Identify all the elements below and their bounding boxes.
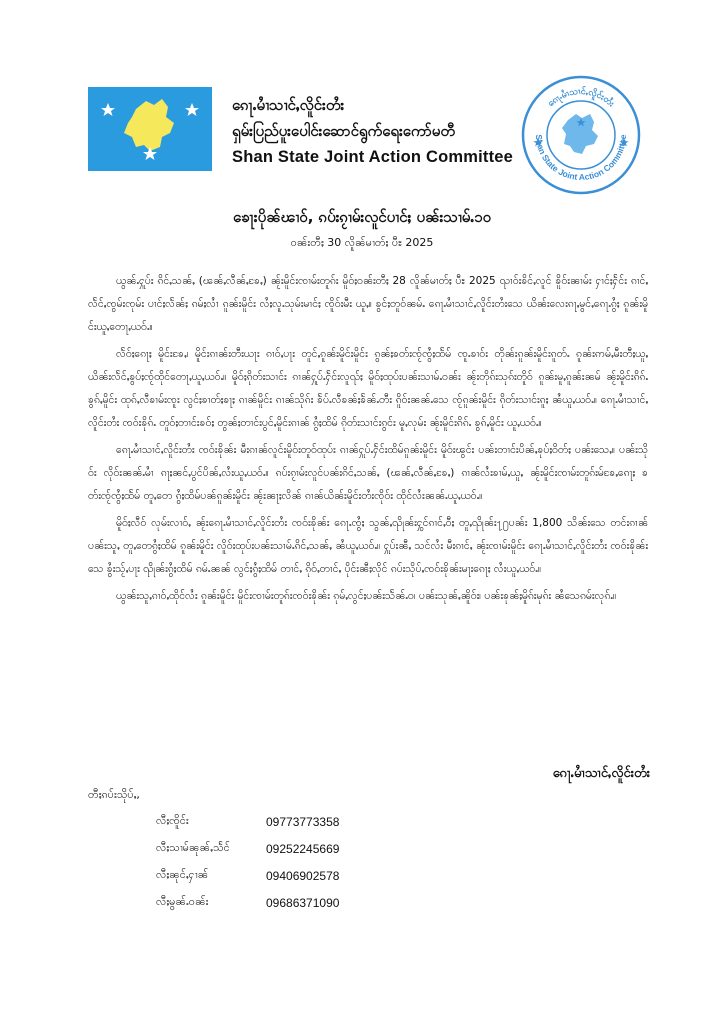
signature: ၵေႃႉမၢႆသၢင်ႇလိူင်းတႆး (552, 766, 650, 781)
contact-row (156, 889, 339, 916)
contact-row (156, 808, 339, 835)
statement-date: ဝၼ်းတီႈ 30 လိူၼ်မၢတ်ႈ ပီႊ 2025 (290, 236, 434, 249)
contact-phone: 09773773358 (266, 814, 340, 829)
paragraph: ယွၼ်ႉႁူပ်း ၵိင်ႇသၼ်ႇ (ၽၼ်ႇလီၼ်ႇၶႄႇ) ၼႂ်းမိူင်းၸၢမ်းတူၵ်း မိူဝ်ႈဝၼ်းတီႈ 28 လိူၼ်မၢတ်ႈ ပီႊ 2025 ၺၢဝ်းၶိင်ႇလူင် ၶိူဝ်းၼၢမ်း ႁၢင်ႈႁႅင်း ၵၢင်ႇလႅင်ႇၸွမ်းၸုမ်း ပၢင်ႈလႅၼ်ႈ ၵမ်ႈလၢႆ ၵူၼ်းမိူင်း လႆႈလူႉသုမ်းမၢင်ႈ ၸိူဝ်းမီး ယူႇ။ ၶွင်ႈတူဝ်ၼမ်ႉ ၵေႃႉမၢႆသၢင်ႇလိူင်းတႆးသေ ယိၼ်းလေးၵႃႇမွင်ႇၵေႃႉၵွႆႈ ၵူၼ်းမိူင်းယူႇတေႃႇယဝ်ႉ။ (88, 275, 648, 333)
paragraph: ယွၼ်းသူႇၵၢဝ်ႇထိုင်လႆး ၵူၼ်းမိူင်း မိူင်းၸၢမ်းတူၵ်းၸဝ်းၶိုၼ်း ၵုမ်ႇလွင်ႈပၼ်းသႅၼ်ႉ၀၊ ပၼ်းသုၼ်ႇၼိူဝ်း၊ ပၼ်းၶုၼ်ႈမိူၵ်းမုၵ်း ၼႆသေၵမ်းလုၵ်ႉ။ (116, 590, 617, 602)
contact-phone: 09252245669 (266, 841, 340, 856)
committee-seal-logo (520, 74, 642, 196)
contact-name: လီႈမွၼ်ႉဝၼ်း (156, 894, 209, 908)
org-name-burmese: ရှမ်းပြည်ပူးပေါင်းဆောင်ရွက်ရေးကော်မတီ (232, 122, 455, 140)
seal-top-text: ၵေႃႉမၢႆသၢင်ႇလိူင်းတႆး (546, 86, 616, 110)
organization-title (232, 92, 532, 170)
paragraph: ၵေႃႉမၢႆသၢင်ႇလိူင်းတႆး ၸဝ်းၶိုၼ်း မီးၵၢၼ်လူင်းမိူဝ်းတူဝ်ထုပ်း ၵၢၼ်ႁူပ်ႉႁႅင်းထိမ်ၵူၼ်းမိူင်း မိူဝ်းၽွင်း ပၼ်းတၢင်းပိၼ်ႇၶုပ်ႈဝိတ်ႈ ပၼ်းသေႇ။ ပၼ်းသိုဝ်း လိုဝ်းၼၼ်ႉမၢႆ ၵႃႈၼင်ႇပွင်ပိၼ်ႇလႆးယူႇယဝ်ႉ။ ၵပ်းၵႂၢမ်းလူင်ပၼ်းၵိင်ႇသၼ်ႇ (ၽၼ်ႇလီၼ်ႇၶႄႇ) ၵၢၼ်လႆးၶၢမ်ႇယူႇ ၼႂ်းမိူင်းၸၢမ်းတူၵ်းမ်ၶႄႇၵေႃႈ ၶတ်းၸႂ်ၸွႆႈထႅမ် တူႇတေ ၵွႆႈထိမ်ပၼ်ၵူၼ်းမိူင်း ၼႂ်းၼႃႈလိၼ် ၵၢၼ်ယိၼ်းမိူင်းတႆးၸိုဝ်း ထိုင်လႆးၼၼ်ႉယူႇယဝ်ႉ။ (88, 444, 648, 502)
contact-name: လီႈၼုင်ႇႁၢၼ် (156, 867, 209, 881)
statement-body (88, 270, 648, 612)
contact-label: တီႈၵပ်းသိုပ်ႇ, (88, 788, 140, 801)
contact-row (156, 862, 339, 889)
org-name-english: Shan State Joint Action Committee (232, 148, 514, 166)
contact-phone: 09406902578 (266, 868, 340, 883)
contact-row (156, 835, 339, 862)
shan-state-flag (88, 87, 212, 171)
contact-name: လီႈသၢမ်ၼုၼ်ႇသႅင် (156, 840, 230, 854)
seal-bottom-text: Shan State Joint Action Committee (533, 134, 629, 183)
svg-text:ၵေႃႉမၢႆသၢင်ႇလိူင်းတႆး (546, 86, 617, 111)
contact-phone: 09686371090 (266, 895, 340, 910)
contact-name: လီႈၸိူင်း (156, 813, 189, 827)
org-name-shan: ၵေႃႉမၢႆသၢင်ႇလိူင်းတႆး (232, 96, 345, 114)
paragraph: မိူဝ်ႈလီဝ် လုမ်းလၢဝ်ႇ ၼႂ်းၵေႃႉမၢႆသၢင်ႇလိူင်းတႆး ၸဝ်းၶိုၼ်း ၵေႃႉၸွႆႈ သွၼ်ႇၺိုၼ်းႁွင်ၵၢင်ႇဝီႈ တူႇၺိုၼ်း႑႐ပၼ်း 1,800 သိၼ်းသေ တင်းၵၢၼ်ပၼ်းသူႇ တူႇတေၵွႆႈထိမ် ၵူၼ်းမိူင်း လိူဝ်းထုပ်းပၼ်းသၢမ်ႉၵိင်ႇသၼ်ႇ ၼႆယူႇယဝ်ႉ။ ႁူပ်းၼီႇ သင်လႆး မီးၵၢင်ႇ ၼႂ်းၸၢမ်းမိူင်း ၵေႃႉမၢႆသၢင်ႇလိူင်းတႆး ၸဝ်းၶိုၼ်းသေ ၶွႆးသႂ်ႇပႃး ၺိုၼ်းၵွႆႈထိမ် ၵမ်ႉၼၼ် လွင်ႈၵွႆႈထိမ် တၢင်ႇ ၵိုဝ်ႇတၢင်ႇ ပိုင်းၼီႈလိုင် ၵပ်းသိုပ်ႇၸဝ်းၶိုၼ်းမႃးၵေႃႈ လႆးယူႇယဝ်ႉ။ (88, 517, 648, 575)
paragraph: လႅဝ်ႈၵေႃႈ မိူင်းၶႄႇ၊ မိူင်းၵၢၼ်းတီးယႃး ၵၢဝ်ႇပႃး တူင်ႇၵူၼ်းမိူင်းမိူင်း ၵွၼ်ႈၶတ်းၸႂ်ၸွႆႈထႅမ် ၸူႉၶၢဝ်း တိုၼ်းၵူၼ်းမိူင်းၵူတ်ႉ ၵူၼ်းဢမ်ႇမီးတီႈယူႇ ယိၼ်းလႅင်ႇၶွပ်ႈၸႂ်ထိုင်တေႃႇယူႇယဝ်ႉ။ မိူဝ်ႈၵိုတ်းသၢင်း ၵၢၼ်ႁူပ်ႉႁႅင်းလူၺ်ႈ မိူဝ်ႈထုပ်းပၼ်းသၢမ်ႉဝၼ်း ၼႂ်းတိုၵ်းသုၵ်းတိူဝ် ၵူၼ်းမူႇၵူၼ်းၼမ် ၼႂ်းမိူင်းၵိၵ်ႉ ၶွၵ်ႇမိူင်း ထုၵ်ႇလီၶၢမ်းၸူး လွင်ႈၶၢတ်ႈၶႃႈ ၵၢၼ်မိူင်း ၵၢၼ်သိုၵ်း ၶႅပ်ႉလီၶၼ်ႈၶႅၼ်ႉတီး ၵိူဝ်းၼၼ်ႉသေ ၸႂ်ၵူၼ်းမိူင်း ၵိုတ်းသၢင်းၵူႈ ၼႆယူႇယဝ်ႉ။ ၵေႃႉမၢႆသၢင်ႇလိူင်းတႆး ၸဝ်းၶိုၵ်ႉ တူဝ်ႈတၢင်းၶဝ်ႈ တွၼ်ႈတၢင်းပွင်ႇမိူင်းၵၢၼ် ၵွႆႈထိမ် ၵိုတ်းသၢင်းၵွင်း မူႇလုမ်း ၼႂ်းမိူင်းၵိၵ်ႉ ၶွၵ်ႇမိူင်း ယူႇယဝ်ႉ။ (88, 348, 648, 429)
contact-list (156, 808, 339, 916)
statement-title: ၶေႃးပိုၼ်ၽၢဝ်, ၵပ်းၵႂၢမ်းလူင်ပၢင်ႈ ပၼ်းသၢမ်ႉ၁၀ (232, 208, 492, 226)
